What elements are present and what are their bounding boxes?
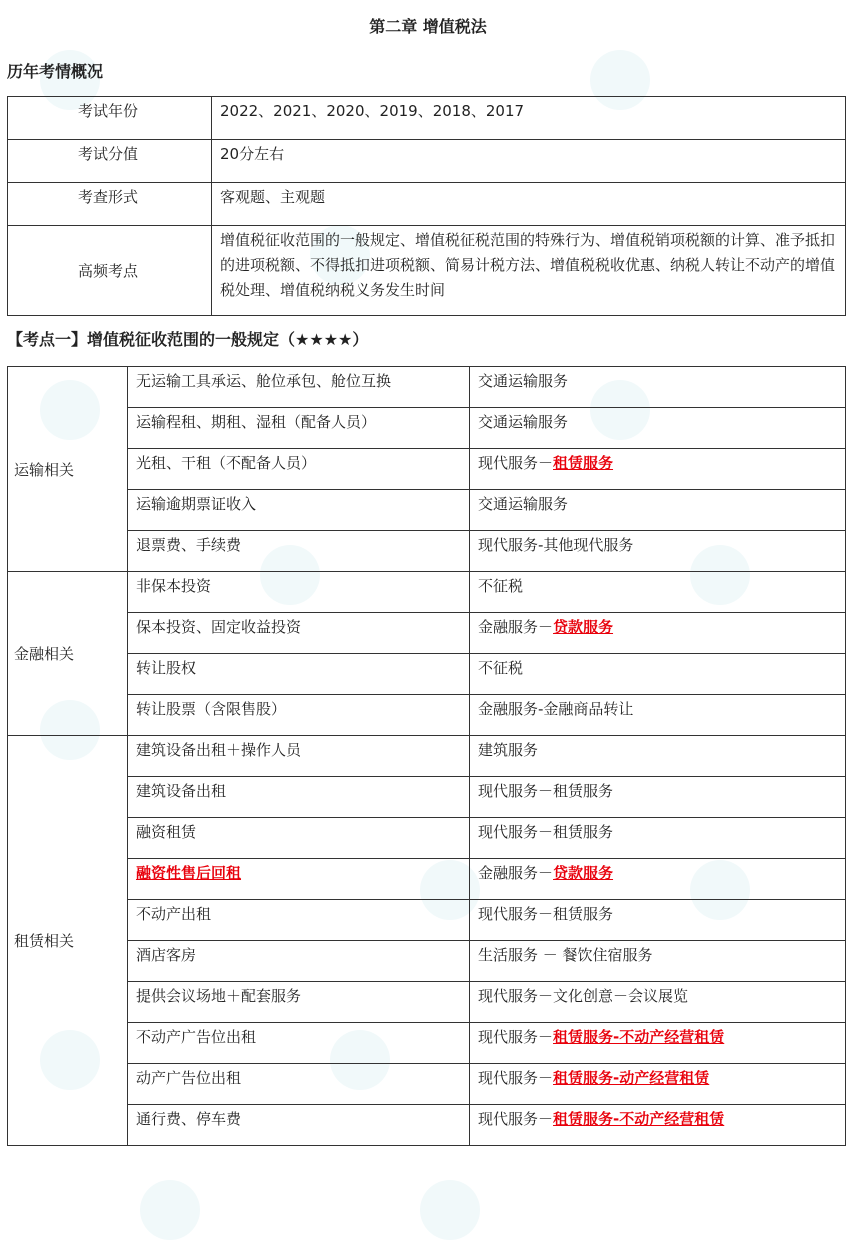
page-title: 第二章 增值税法 [369, 17, 487, 36]
category-cell [470, 408, 846, 449]
item-text: 建筑设备出租＋操作人员 [136, 741, 302, 759]
item-text: 转让股权 [136, 659, 197, 677]
category-cell [470, 654, 846, 695]
category-cell [470, 1105, 846, 1146]
category-cell [470, 449, 846, 490]
category-text: 现代服务－租赁服务 [478, 905, 614, 923]
row-key: 考试年份 [8, 97, 212, 140]
category-cell [470, 1023, 846, 1064]
category-text: 现代服务－ [478, 1028, 554, 1046]
item-text: 运输逾期票证收入 [136, 495, 257, 513]
table-row [8, 695, 846, 736]
item-text: 非保本投资 [136, 577, 212, 595]
table-row [8, 531, 846, 572]
category-text: 交通运输服务 [478, 372, 569, 390]
item-cell [128, 572, 470, 613]
category-text: 现代服务－文化创意－会议展览 [478, 987, 689, 1005]
table-row [8, 1064, 846, 1105]
category-cell [470, 695, 846, 736]
category-cell [470, 490, 846, 531]
category-highlight: 租赁服务-不动产经营租赁 [553, 1110, 725, 1128]
group-label: 租赁相关 [8, 736, 128, 1146]
table-row [8, 777, 846, 818]
item-text: 动产广告位出租 [136, 1069, 242, 1087]
category-text: 金融服务－ [478, 864, 554, 882]
item-cell [128, 408, 470, 449]
table-row [8, 859, 846, 900]
category-cell [470, 531, 846, 572]
item-text: 不动产出租 [136, 905, 212, 923]
category-text: 现代服务－租赁服务 [478, 823, 614, 841]
category-cell [470, 900, 846, 941]
item-text: 光租、干租（不配备人员） [136, 454, 317, 472]
item-text: 无运输工具承运、舱位承包、舱位互换 [136, 372, 392, 390]
table-row [8, 97, 846, 140]
category-highlight: 贷款服务 [553, 864, 614, 882]
item-cell [128, 736, 470, 777]
table-row [8, 226, 846, 316]
scope-table [7, 366, 846, 1146]
category-text: 现代服务－ [478, 454, 554, 472]
item-cell [128, 900, 470, 941]
item-text: 建筑设备出租 [136, 782, 227, 800]
category-highlight: 租赁服务 [553, 454, 614, 472]
category-highlight: 租赁服务-动产经营租赁 [553, 1069, 710, 1087]
category-text: 现代服务－ [478, 1069, 554, 1087]
item-text: 酒店客房 [136, 946, 197, 964]
item-cell [128, 1105, 470, 1146]
category-text: 现代服务－租赁服务 [478, 782, 614, 800]
category-cell [470, 941, 846, 982]
table-row [8, 613, 846, 654]
category-text: 不征税 [478, 659, 524, 677]
overview-table [7, 96, 846, 316]
item-text: 不动产广告位出租 [136, 1028, 257, 1046]
item-cell [128, 1023, 470, 1064]
item-cell [128, 695, 470, 736]
item-text: 退票费、手续费 [136, 536, 242, 554]
category-text: 交通运输服务 [478, 413, 569, 431]
item-text: 转让股票（含限售股） [136, 700, 287, 718]
category-cell [470, 777, 846, 818]
category-highlight: 贷款服务 [553, 618, 614, 636]
table-row [8, 449, 846, 490]
category-cell [470, 818, 846, 859]
category-text: 生活服务 － 餐饮住宿服务 [478, 946, 653, 964]
category-cell [470, 1064, 846, 1105]
category-highlight: 租赁服务-不动产经营租赁 [553, 1028, 725, 1046]
category-cell [470, 572, 846, 613]
table-row [8, 736, 846, 777]
item-cell [128, 777, 470, 818]
item-cell [128, 818, 470, 859]
category-cell [470, 982, 846, 1023]
category-text: 建筑服务 [478, 741, 539, 759]
category-text: 金融服务－ [478, 618, 554, 636]
category-text: 金融服务-金融商品转让 [478, 700, 634, 718]
item-text: 融资租赁 [136, 823, 197, 841]
category-cell [470, 613, 846, 654]
row-value: 增值税征收范围的一般规定、增值税征税范围的特殊行为、增值税销项税额的计算、准予抵扣的进项税额、不得抵扣进项税额、简易计税方法、增值税税收优惠、纳税人转让不动产的增值税处理、增值税纳税义务发生时间 [212, 226, 846, 316]
category-text: 交通运输服务 [478, 495, 569, 513]
category-text: 现代服务－ [478, 1110, 554, 1128]
overview-heading: 历年考情概况 [7, 62, 104, 81]
row-key: 考查形式 [8, 183, 212, 226]
table-row [8, 367, 846, 408]
table-row [8, 140, 846, 183]
item-text: 保本投资、固定收益投资 [136, 618, 302, 636]
item-text: 提供会议场地＋配套服务 [136, 987, 302, 1005]
category-cell [470, 859, 846, 900]
row-key: 高频考点 [8, 226, 212, 316]
item-cell [128, 941, 470, 982]
row-value: 客观题、主观题 [212, 183, 846, 226]
table-row [8, 982, 846, 1023]
item-text: 通行费、停车费 [136, 1110, 242, 1128]
category-text: 不征税 [478, 577, 524, 595]
section-heading: 【考点一】增值税征收范围的一般规定（★★★★） [7, 330, 369, 349]
table-row [8, 900, 846, 941]
category-text: 现代服务-其他现代服务 [478, 536, 634, 554]
group-label: 运输相关 [8, 367, 128, 572]
group-label: 金融相关 [8, 572, 128, 736]
row-key: 考试分值 [8, 140, 212, 183]
row-value: 20分左右 [212, 140, 846, 183]
item-cell [128, 490, 470, 531]
table-row [8, 572, 846, 613]
item-cell [128, 654, 470, 695]
category-cell [470, 367, 846, 408]
table-row [8, 818, 846, 859]
table-row [8, 183, 846, 226]
table-row [8, 1023, 846, 1064]
table-row [8, 941, 846, 982]
item-cell [128, 531, 470, 572]
item-cell [128, 367, 470, 408]
item-cell [128, 449, 470, 490]
table-row [8, 490, 846, 531]
table-row [8, 1105, 846, 1146]
item-cell [128, 613, 470, 654]
category-cell [470, 736, 846, 777]
item-cell [128, 982, 470, 1023]
row-value: 2022、2021、2020、2019、2018、2017 [212, 97, 846, 140]
table-row [8, 408, 846, 449]
item-cell [128, 859, 470, 900]
item-text: 运输程租、期租、湿租（配备人员） [136, 413, 377, 431]
table-row [8, 654, 846, 695]
item-text: 融资性售后回租 [136, 864, 242, 882]
item-cell [128, 1064, 470, 1105]
